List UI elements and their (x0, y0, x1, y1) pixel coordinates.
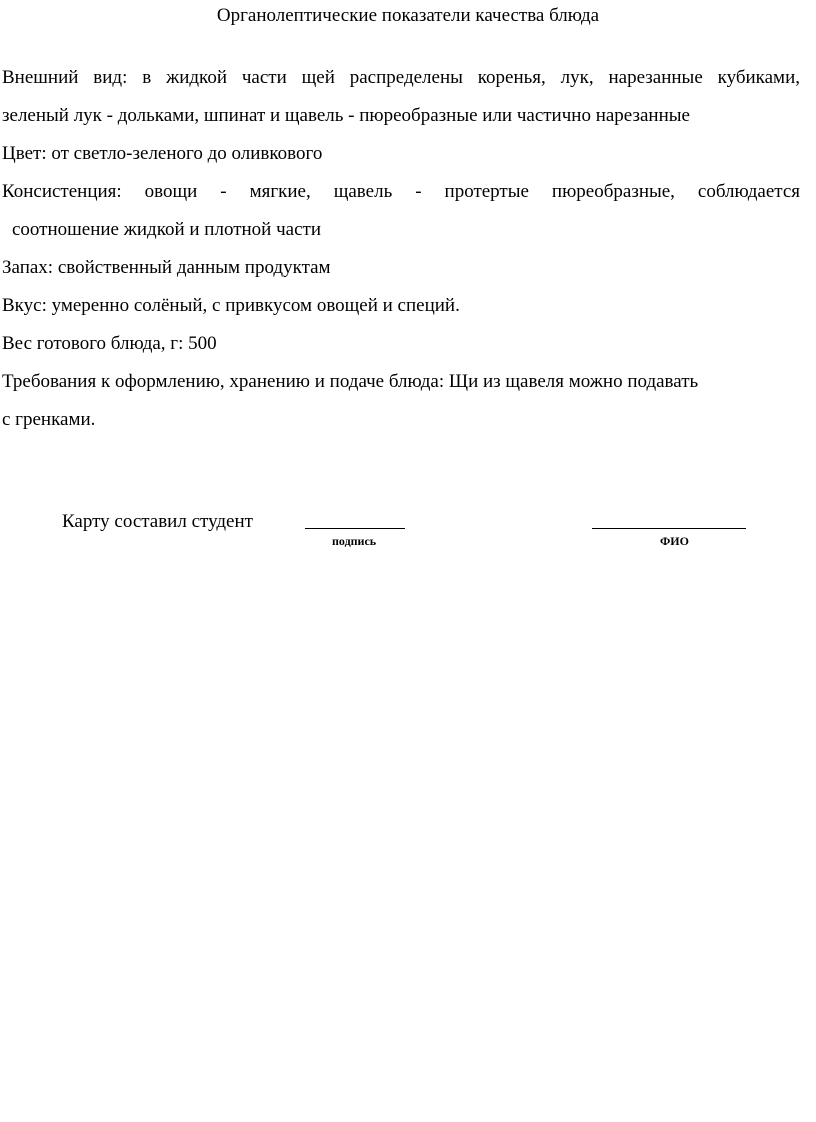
name-blank (592, 528, 746, 529)
smell-line: Запах: свойственный данным продуктам (2, 257, 331, 278)
requirements-line-2: с гренками. (2, 409, 96, 430)
appearance-line-1: Внешний вид: в жидкой части щей распределены коренья, лук, нарезанные кубиками, (2, 67, 800, 88)
appearance-line-2: зеленый лук - дольками, шпинат и щавель - пюреобразные или частично нарезанные (2, 105, 690, 126)
consistency-line-2: соотношение жидкой и плотной части (12, 219, 321, 240)
taste-line: Вкус: умеренно солёный, с привкусом овощей и специй. (2, 295, 460, 316)
signature-caption: подпись (332, 534, 377, 548)
weight-line: Вес готового блюда, г: 500 (2, 333, 217, 354)
consistency-line-1: Консистенция: овощи - мягкие, щавель - протертые пюреобразные, соблюдается (2, 181, 800, 202)
requirements-line-1: Требования к оформлению, хранению и подаче блюда: Щи из щавеля можно подавать (2, 371, 699, 392)
signature-label: Карту составил студент (62, 511, 253, 532)
name-caption: ФИО (660, 534, 689, 548)
color-line: Цвет: от светло-зеленого до оливкового (2, 143, 323, 164)
document-title: Органолептические показатели качества блюда (216, 5, 600, 26)
signature-blank (305, 528, 405, 529)
